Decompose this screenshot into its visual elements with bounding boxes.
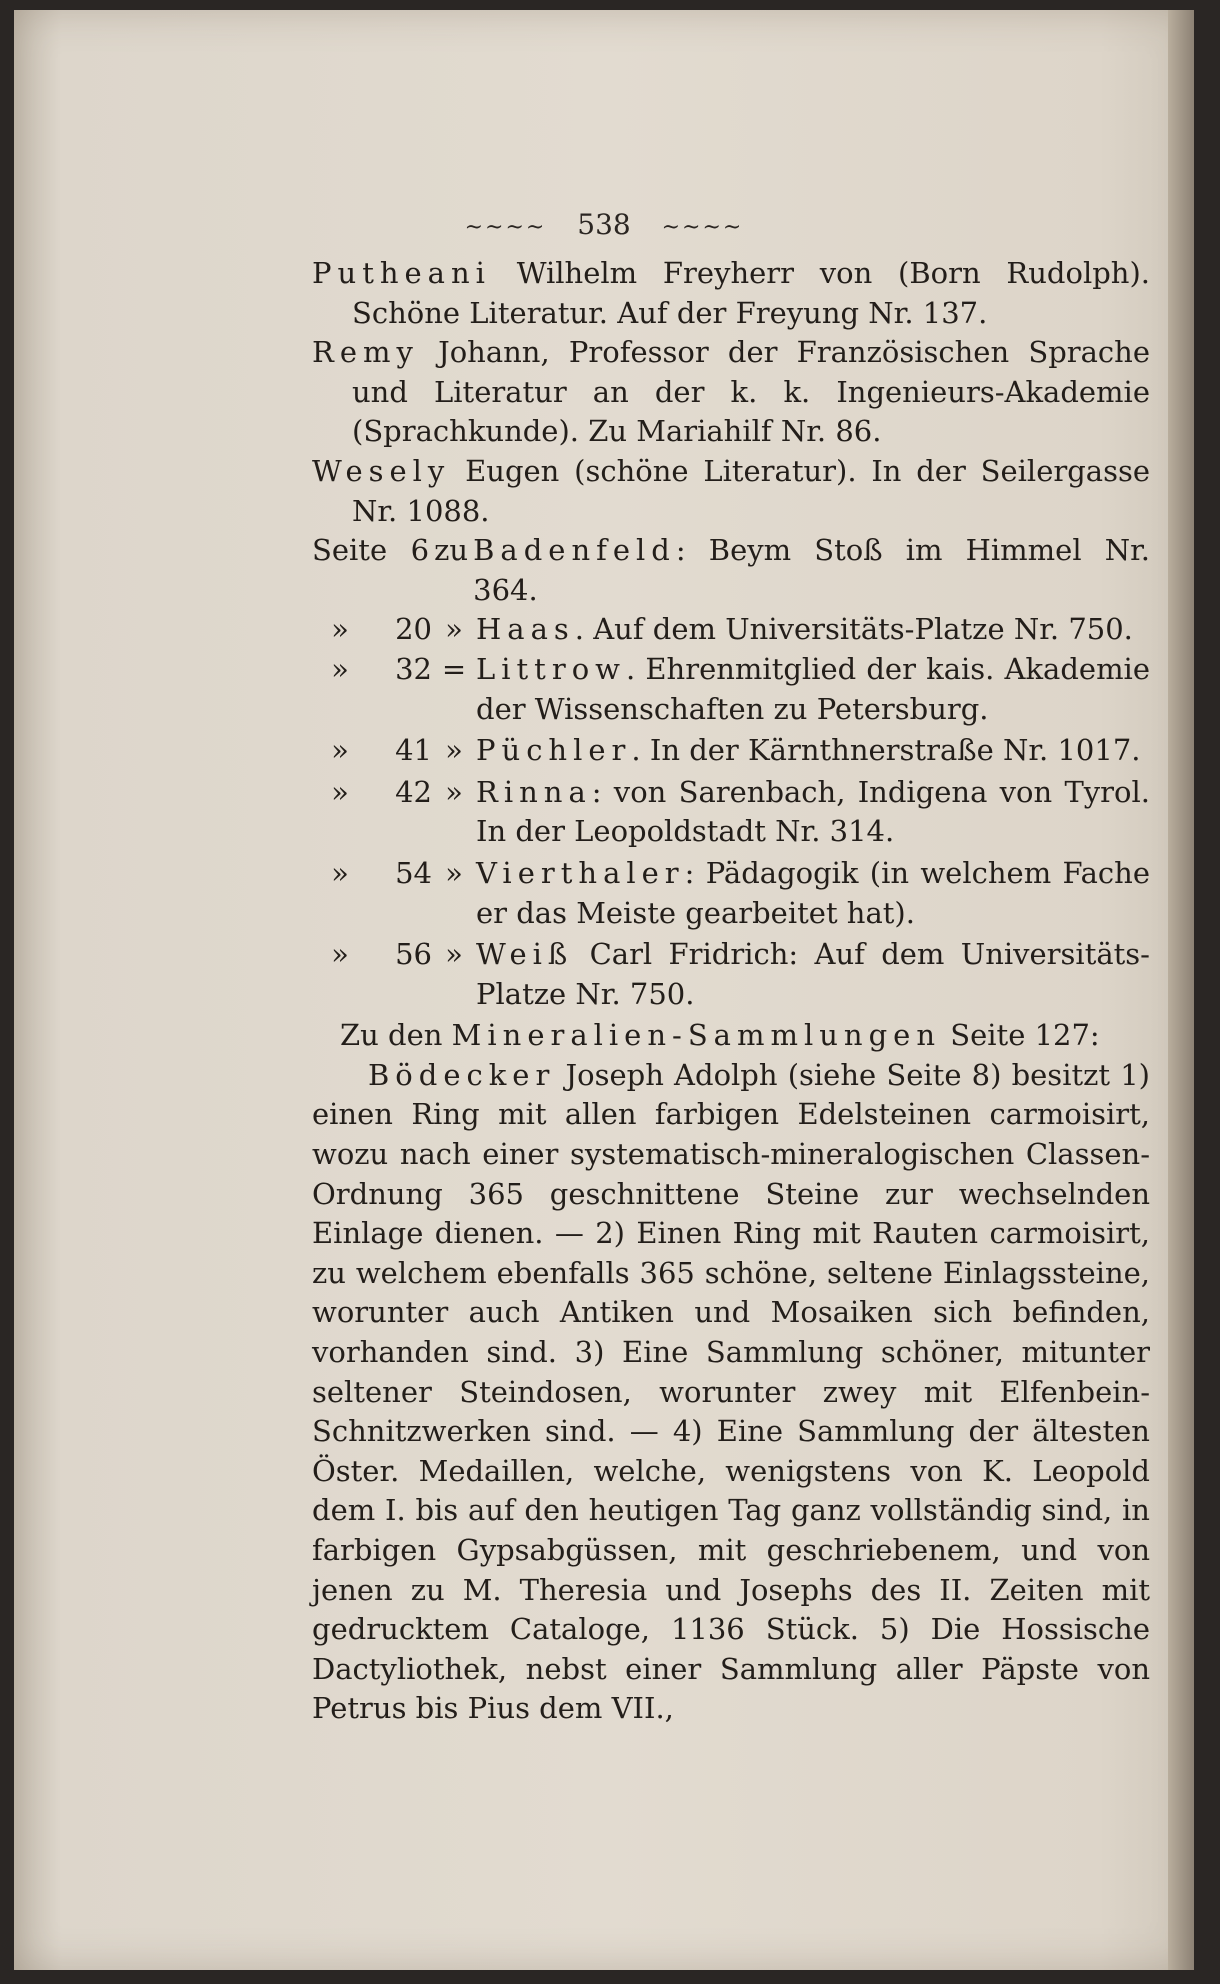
reference-text: : Beym Stoß im Himmel Nr. 364.	[473, 533, 1150, 607]
reference-prefix: »	[331, 937, 349, 972]
section-heading-title: Mineralien-Sammlungen	[451, 1018, 942, 1053]
reference-body	[473, 531, 1150, 610]
entry-name: Putheani	[312, 256, 491, 290]
reference-text: : Pädagogik (in welchem Fache er das Meiste gearbeitet hat).	[476, 855, 1150, 930]
reference-page: 42	[395, 774, 432, 809]
book-gutter	[1168, 10, 1194, 1970]
reference-prefix: »	[331, 651, 349, 686]
entry-wesely	[312, 452, 1150, 531]
ornament-left: ~~~~	[464, 215, 547, 240]
reference-littrow	[312, 650, 1150, 729]
reference-page: 32	[395, 651, 432, 686]
reference-text: Carl Fridrich: Auf dem Universitäts-Platze Nr. 750.	[476, 937, 1150, 1011]
reference-name: Haas	[476, 612, 575, 647]
reference-page: 54	[395, 855, 432, 890]
reference-puechler	[312, 731, 1150, 771]
reference-weiss	[312, 935, 1150, 1014]
reference-body	[476, 854, 1150, 933]
page-header	[14, 208, 1194, 241]
reference-page: 6	[410, 533, 430, 568]
page-text	[312, 254, 1150, 1729]
reference-connector: »	[445, 937, 463, 972]
book-page	[14, 10, 1194, 1970]
reference-rinna	[312, 773, 1150, 852]
ornament-right: ~~~~	[661, 215, 744, 240]
reference-prefix: »	[331, 733, 349, 768]
reference-page: 20	[395, 612, 432, 647]
reference-body	[476, 935, 1150, 1014]
reference-name: Rinna	[476, 774, 592, 809]
paragraph-boedecker	[312, 1056, 1150, 1729]
section-heading-pre: Zu den	[340, 1018, 443, 1053]
reference-name: Littrow	[476, 651, 626, 686]
reference-body	[476, 650, 1150, 729]
paragraph-text: Joseph Adolph (siehe Seite 8) besitzt 1) einen Ring mit allen farbigen Edelsteinen carmoisirt, wozu nach einer systematisch-mineralogischen Classen-Ordnung 365 geschnittene Steine zur wechselnden Einlage dienen. — 2) Einen Ring mit Rauten carmoisirt, zu welchem ebenfalls 365 schöne, seltene Einlagssteine, worunter auch Antiken und Mosaiken sich befinden, vorhanden sind. 3) Eine Sammlung schöner, mitunter seltener Steindosen, worunter zwey mit Elfenbein-Schnitzwerken sind. — 4) Eine Sammlung der ältesten Öster. Medaillen, welche, wenigstens von K. Leopold dem I. bis auf den heutigen Tag ganz vollständig sind, in farbigen Gypsabgüssen, mit geschriebenem, und von jenen zu M. Theresia und Josephs des II. Zeiten mit gedrucktem Cataloge, 1136 Stück. 5) Die Hossische Dactyliothek, nebst einer Sammlung aller Päpste von Petrus bis Pius dem VII.,	[312, 1057, 1150, 1726]
entry-text: Johann, Professor der Französischen Sprache und Literatur an der k. k. Ingenieurs-Akademie (Sprachkunde). Zu Mariahilf Nr. 86.	[352, 335, 1150, 449]
reference-text: . In der Kärnthnerstraße Nr. 1017.	[631, 733, 1141, 768]
reference-badenfeld	[312, 531, 1150, 610]
reference-text: . Auf dem Universitäts-Platze Nr. 750.	[574, 612, 1133, 647]
paragraph-name: Bödecker	[368, 1057, 556, 1092]
reference-name: Weiß	[476, 937, 574, 972]
reference-name: Vierthaler	[476, 855, 685, 890]
reference-body	[476, 610, 1150, 650]
reference-page: 56	[395, 937, 432, 972]
reference-body	[476, 731, 1150, 771]
reference-name: Badenfeld	[473, 533, 676, 568]
section-heading-post: Seite 127:	[950, 1018, 1100, 1053]
entry-text: Wilhelm Freyherr von (Born Rudolph). Schöne Literatur. Auf der Freyung Nr. 137.	[352, 256, 1150, 330]
reference-connector: =	[441, 651, 467, 686]
reference-prefix: »	[331, 774, 349, 809]
reference-connector: »	[445, 612, 463, 647]
reference-connector: »	[445, 733, 463, 768]
reference-body	[476, 773, 1150, 852]
reference-text: : von Sarenbach, Indigena von Tyrol. In der Leopoldstadt Nr. 314.	[476, 774, 1150, 849]
section-heading	[340, 1016, 1150, 1056]
entry-remy	[312, 333, 1150, 452]
reference-prefix: »	[331, 612, 349, 647]
reference-connector: zu	[434, 533, 469, 568]
reference-prefix: »	[331, 855, 349, 890]
page-number: 538	[577, 208, 631, 241]
entry-name: Wesely	[312, 453, 451, 488]
entry-text: Eugen (schöne Literatur). In der Seilergasse Nr. 1088.	[352, 453, 1150, 528]
reference-name: Püchler	[476, 733, 632, 768]
reference-connector: »	[445, 855, 463, 890]
reference-haas	[312, 610, 1150, 650]
entry-putheani	[312, 254, 1150, 333]
reference-text: . Ehrenmitglied der kais. Akademie der Wissenschaften zu Petersburg.	[476, 651, 1150, 726]
reference-page: 41	[395, 733, 432, 768]
reference-prefix: Seite	[312, 533, 388, 568]
reference-vierthaler	[312, 854, 1150, 933]
entry-name: Remy	[312, 335, 419, 370]
reference-connector: »	[445, 774, 463, 809]
